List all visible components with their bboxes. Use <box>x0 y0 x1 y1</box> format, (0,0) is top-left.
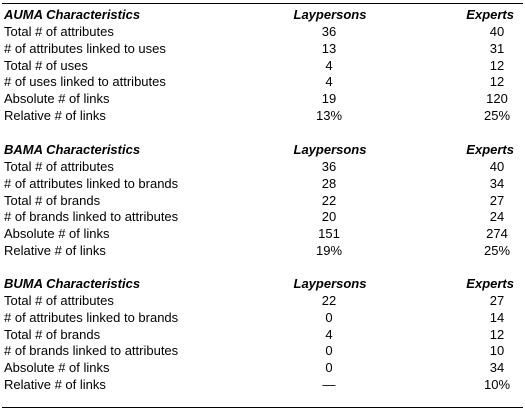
experts-value: 12 <box>489 326 505 342</box>
table-row <box>0 176 525 193</box>
table-row <box>0 343 525 360</box>
table-row <box>0 243 525 260</box>
table-row <box>0 159 525 176</box>
experts-value: 24 <box>489 209 505 225</box>
row-label: Absolute # of links <box>4 226 110 242</box>
bama-section <box>0 142 525 260</box>
table-row <box>0 209 525 226</box>
row-label: Total # of attributes <box>4 23 114 39</box>
laypersons-value: 13% <box>315 108 343 124</box>
row-label: Relative # of links <box>4 377 106 393</box>
experts-value: 14 <box>489 309 505 325</box>
table-row <box>0 360 525 377</box>
laypersons-value: 28 <box>321 175 337 191</box>
row-label: Relative # of links <box>4 243 106 259</box>
row-label: Total # of brands <box>4 192 101 208</box>
table-row <box>0 74 525 91</box>
laypersons-value: 20 <box>321 209 337 225</box>
experts-value: 10% <box>483 377 511 393</box>
laypersons-header: Laypersons <box>293 142 367 157</box>
experts-value: 34 <box>489 175 505 191</box>
laypersons-value: 0 <box>325 309 333 325</box>
table-row <box>0 24 525 41</box>
experts-header: Experts <box>466 142 514 157</box>
laypersons-value: 19% <box>315 243 343 259</box>
experts-value: 274 <box>486 226 508 242</box>
section-header <box>0 7 525 24</box>
laypersons-value: 4 <box>325 57 333 73</box>
laypersons-value: 0 <box>325 360 333 376</box>
row-label: # of uses linked to attributes <box>4 74 166 90</box>
table-row <box>0 226 525 243</box>
bottom-rule <box>2 407 523 408</box>
experts-value: 120 <box>486 91 508 107</box>
table-row <box>0 377 525 394</box>
row-label: Relative # of links <box>4 108 106 124</box>
row-label: Total # of attributes <box>4 158 114 174</box>
row-label: Absolute # of links <box>4 360 110 376</box>
row-label: # of brands linked to attributes <box>4 209 179 225</box>
section-header <box>0 276 525 293</box>
laypersons-value: 36 <box>321 158 337 174</box>
experts-value: 12 <box>489 57 505 73</box>
experts-value: 27 <box>489 192 505 208</box>
row-label: Total # of uses <box>4 57 88 73</box>
laypersons-value: 13 <box>321 40 337 56</box>
table-row <box>0 58 525 75</box>
experts-value: 25% <box>483 108 511 124</box>
table-row <box>0 91 525 108</box>
laypersons-header: Laypersons <box>293 7 367 22</box>
laypersons-value: — <box>322 377 336 393</box>
experts-header: Experts <box>466 276 514 291</box>
row-label: # of brands linked to attributes <box>4 343 179 359</box>
table-row <box>0 41 525 58</box>
row-label: # of attributes linked to brands <box>4 309 179 325</box>
experts-header: Experts <box>466 7 514 22</box>
laypersons-value: 22 <box>321 192 337 208</box>
laypersons-value: 4 <box>325 74 333 90</box>
row-label: # of attributes linked to brands <box>4 175 179 191</box>
row-label: # of attributes linked to uses <box>4 40 166 56</box>
experts-value: 10 <box>489 343 505 359</box>
laypersons-value: 36 <box>321 23 337 39</box>
top-rule <box>2 3 523 4</box>
experts-value: 27 <box>489 292 505 308</box>
section-title: BAMA Characteristics <box>4 142 141 157</box>
laypersons-header: Laypersons <box>293 276 367 291</box>
section-title: AUMA Characteristics <box>4 7 141 22</box>
row-label: Total # of attributes <box>4 292 114 308</box>
table-row <box>0 293 525 310</box>
experts-value: 40 <box>489 23 505 39</box>
table-row <box>0 310 525 327</box>
laypersons-value: 19 <box>321 91 337 107</box>
laypersons-value: 0 <box>325 343 333 359</box>
laypersons-value: 22 <box>321 292 337 308</box>
table-row <box>0 327 525 344</box>
experts-value: 34 <box>489 360 505 376</box>
table-row <box>0 193 525 210</box>
row-label: Absolute # of links <box>4 91 110 107</box>
table-row <box>0 108 525 125</box>
experts-value: 31 <box>489 40 505 56</box>
section-title: BUMA Characteristics <box>4 276 141 291</box>
laypersons-value: 151 <box>318 226 340 242</box>
buma-section <box>0 276 525 394</box>
experts-value: 40 <box>489 158 505 174</box>
laypersons-value: 4 <box>325 326 333 342</box>
section-header <box>0 142 525 159</box>
experts-value: 25% <box>483 243 511 259</box>
row-label: Total # of brands <box>4 326 101 342</box>
auma-section <box>0 7 525 125</box>
experts-value: 12 <box>489 74 505 90</box>
